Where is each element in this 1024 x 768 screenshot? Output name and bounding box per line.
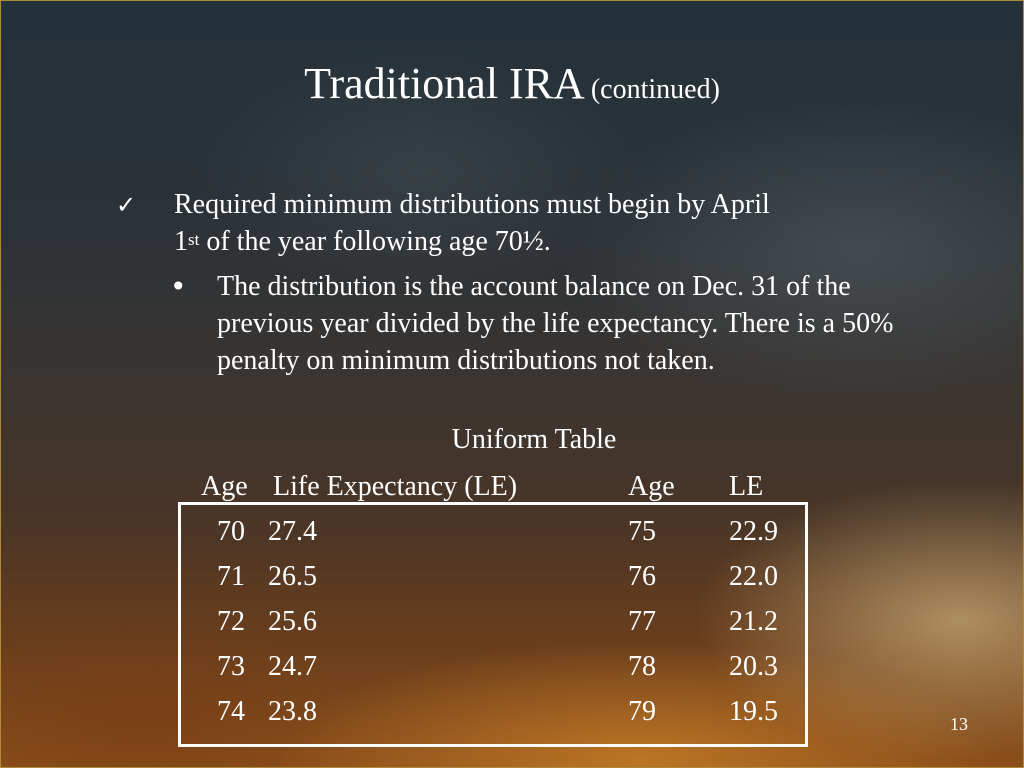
le-cell: 27.4 xyxy=(268,516,317,547)
age-cell-2: 78 xyxy=(628,651,656,682)
age-cell: 70 xyxy=(217,516,245,547)
age-cell-2: 77 xyxy=(628,606,656,637)
le-cell-2: 19.5 xyxy=(729,696,778,727)
le-cell: 26.5 xyxy=(268,561,317,592)
age-cell-2: 79 xyxy=(628,696,656,727)
slide-title xyxy=(0,58,1024,109)
le-cell: 25.6 xyxy=(268,606,317,637)
ordinal-suffix: st xyxy=(188,230,200,249)
main-bullet xyxy=(174,186,924,260)
slide-number: 13 xyxy=(950,714,968,734)
main-bullet-line2-post: of the year following age 70½. xyxy=(199,226,551,257)
title-suffix: (continued) xyxy=(590,74,720,105)
header-age: Age xyxy=(201,471,248,502)
age-cell: 72 xyxy=(217,606,245,637)
sub-bullet-text: The distribution is the account balance on Dec. 31 of the previous year divided by the life expectancy. There is a 50% penalty on minimum distributions not taken. xyxy=(217,271,894,376)
age-cell: 71 xyxy=(217,561,245,592)
main-bullet-line2-pre: 1 xyxy=(174,226,188,257)
main-bullet-line1: Required minimum distributions must begin by April xyxy=(174,189,770,220)
header-life-expectancy: Life Expectancy (LE) xyxy=(273,471,518,502)
age-cell: 73 xyxy=(217,651,245,682)
table-title: Uniform Table xyxy=(451,424,617,455)
check-icon: ✓ xyxy=(116,191,137,219)
le-cell-2: 22.9 xyxy=(729,516,778,547)
le-cell-2: 21.2 xyxy=(729,606,778,637)
bullet-dot-icon: • xyxy=(170,270,187,303)
header-le: LE xyxy=(729,471,764,502)
age-cell-2: 75 xyxy=(628,516,656,547)
le-cell: 24.7 xyxy=(268,651,317,682)
age-cell: 74 xyxy=(217,696,245,727)
age-cell-2: 76 xyxy=(628,561,656,592)
le-cell-2: 20.3 xyxy=(729,651,778,682)
header-age-2: Age xyxy=(628,471,675,502)
le-cell-2: 22.0 xyxy=(729,561,778,592)
le-cell: 23.8 xyxy=(268,696,317,727)
title-main: Traditional IRA xyxy=(304,59,585,108)
